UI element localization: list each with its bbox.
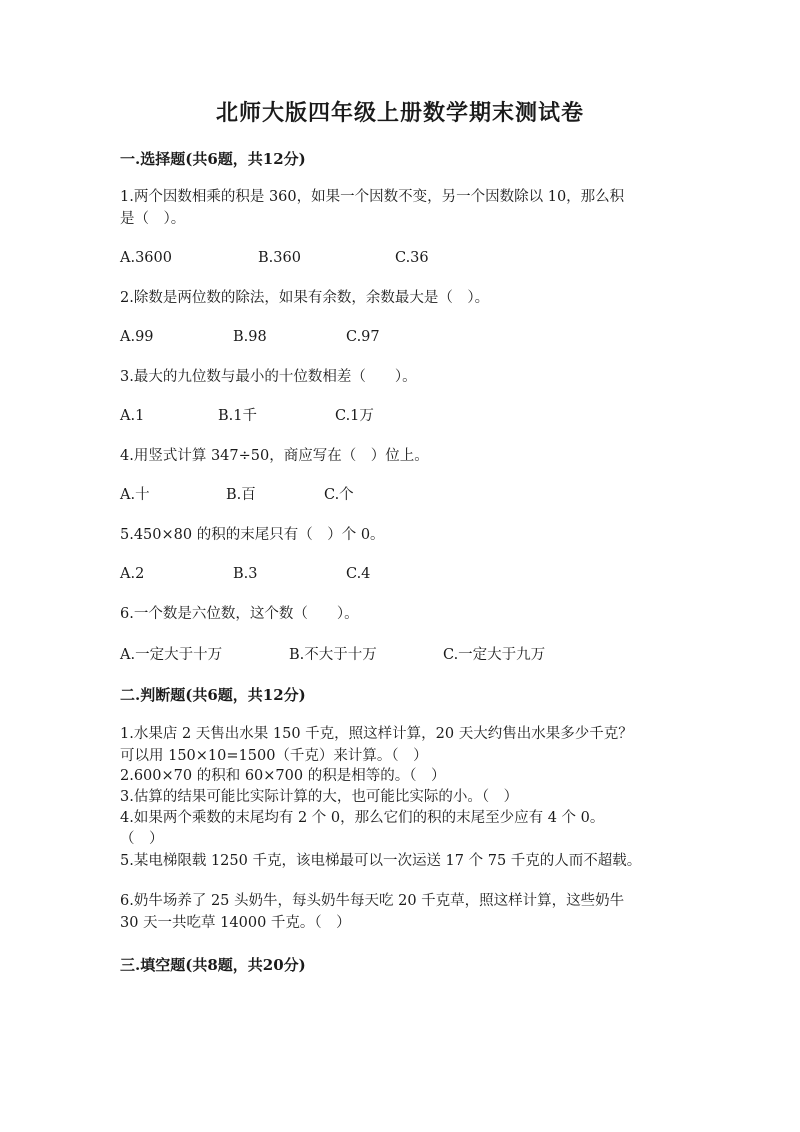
option-c: C.97 [346, 329, 380, 345]
option-c: C.1万 [335, 408, 374, 424]
option-a: A.一定大于十万 [120, 647, 223, 663]
option-b: B.3 [233, 566, 258, 582]
option-a: A.2 [120, 566, 145, 582]
section-heading-fill: 三.填空题(共8题，共20分) [120, 956, 306, 974]
section-heading-choice: 一.选择题(共6题，共12分) [120, 150, 306, 168]
statement-line: 5.某电梯限载 1250 千克，该电梯最可以一次运送 17 个 75 千克的人而不超载。 [120, 853, 642, 869]
option-b: B.1千 [218, 408, 257, 424]
question-text: 5.450×80 的积的末尾只有（ ）个 0。 [120, 527, 385, 543]
statement-line: 可以用 150×10=1500（千克）来计算。（ ） [120, 748, 428, 764]
option-c: C.36 [395, 250, 429, 266]
option-a: A.99 [120, 329, 154, 345]
option-b: B.98 [233, 329, 267, 345]
option-a: A.十 [120, 487, 150, 503]
option-b: B.百 [226, 487, 256, 503]
statement-line: 30 天一共吃草 14000 千克。（ ） [120, 915, 351, 931]
page-title: 北师大版四年级上册数学期末测试卷 [215, 100, 584, 126]
statement-line: 3.估算的结果可能比实际计算的大，也可能比实际的小。（ ） [120, 789, 519, 805]
question-text: 是（ ）。 [120, 211, 186, 227]
statement-line: 6.奶牛场养了 25 头奶牛，每头奶牛每天吃 20 千克草，照这样计算，这些奶牛 [120, 893, 625, 909]
statement-line: （ ） [120, 831, 164, 847]
question-text: 3.最大的九位数与最小的十位数相差（ ）。 [120, 369, 417, 385]
question-text: 1.两个因数相乘的积是 360，如果一个因数不变，另一个因数除以 10，那么积 [120, 189, 625, 205]
statement-line: 1.水果店 2 天售出水果 150 千克，照这样计算，20 天大约售出水果多少千克？ [120, 726, 633, 742]
statement-line: 4.如果两个乘数的末尾均有 2 个 0，那么它们的积的末尾至少应有 4 个 0。 [120, 810, 605, 826]
option-c: C.4 [346, 566, 371, 582]
option-a: A.3600 [120, 250, 172, 266]
option-b: B.360 [258, 250, 301, 266]
statement-line: 2.600×70 的积和 60×700 的积是相等的。（ ） [120, 768, 446, 784]
section-heading-judgment: 二.判断题(共6题，共12分) [120, 686, 306, 704]
option-a: A.1 [120, 408, 145, 424]
option-b: B.不大于十万 [289, 647, 377, 663]
question-text: 6.一个数是六位数，这个数（ ）。 [120, 606, 359, 622]
question-text: 4.用竖式计算 347÷50，商应写在（ ）位上。 [120, 448, 429, 464]
option-c: C.一定大于九万 [443, 647, 546, 663]
question-text: 2.除数是两位数的除法，如果有余数，余数最大是（ ）。 [120, 290, 490, 306]
option-c: C.个 [324, 487, 354, 503]
